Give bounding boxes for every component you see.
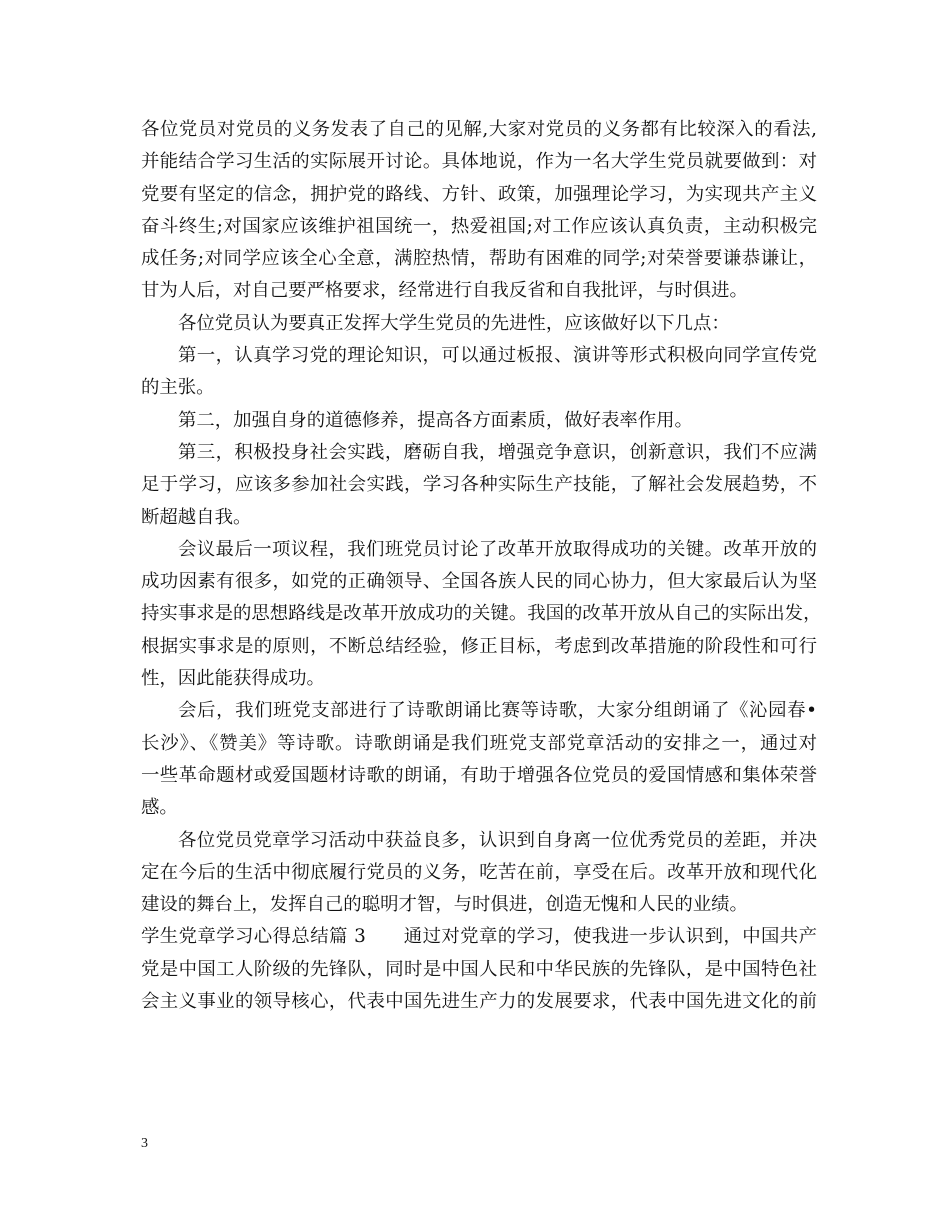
text-line: 的主张。	[141, 377, 215, 399]
text-line: 学生党章学习心得总结篇 3 通过对党章的学习，使我进一步认识到，中国共产	[141, 926, 817, 948]
text-line: 党是中国工人阶级的先锋队，同时是中国人民和中华民族的先锋队，是中国特色社	[141, 958, 817, 980]
document-body	[141, 114, 822, 1018]
text-line: 甘为人后，对自己要严格要求，经常进行自我反省和自我批评，与时俱进。	[141, 280, 748, 302]
text-line: 会议最后一项议程，我们班党员讨论了改革开放取得成功的关键。改革开放的	[178, 538, 817, 560]
text-line: 第二，加强自身的道德修养，提高各方面素质，做好表率作用。	[178, 409, 693, 431]
text-line: 并能结合学习生活的实际展开讨论。具体地说，作为一名大学生党员就要做到：对	[141, 151, 817, 173]
text-line: 感。	[141, 797, 178, 819]
text-line: 第一，认真学习党的理论知识，可以通过板报、演讲等形式积极向同学宣传党	[178, 345, 817, 367]
text-line: 长沙》、《赞美》等诗歌。诗歌朗诵是我们班党支部党章活动的安排之一，通过对	[141, 732, 817, 754]
text-line: 会后，我们班党支部进行了诗歌朗诵比赛等诗歌，大家分组朗诵了《沁园春•	[178, 700, 817, 722]
page-number: 3	[141, 1136, 148, 1151]
text-line: 奋斗终生;对国家应该维护祖国统一，热爱祖国;对工作应该认真负责，主动积极完	[141, 215, 817, 237]
text-line: 党要有坚定的信念，拥护党的路线、方针、政策，加强理论学习，为实现共产主义	[141, 183, 817, 205]
text-line: 第三，积极投身社会实践，磨砺自我，增强竞争意识，创新意识，我们不应满	[178, 441, 817, 463]
text-line: 一些革命题材或爱国题材诗歌的朗诵，有助于增强各位党员的爱国情感和集体荣誉	[141, 764, 817, 786]
text-line: 成功因素有很多，如党的正确领导、全国各族人民的同心协力，但大家最后认为坚	[141, 571, 817, 593]
text-line: 足于学习，应该多参加社会实践，学习各种实际生产技能，了解社会发展趋势，不	[141, 474, 817, 496]
text-line: 成任务;对同学应该全心全意，满腔热情，帮助有困难的同学;对荣誉要谦恭谦让，	[141, 248, 817, 270]
text-line: 根据实事求是的原则，不断总结经验，修正目标，考虑到改革措施的阶段性和可行	[141, 635, 817, 657]
text-line: 性，因此能获得成功。	[141, 668, 325, 690]
text-line: 各位党员党章学习活动中获益良多，认识到自身离一位优秀党员的差距，并决	[178, 829, 817, 851]
text-line: 各位党员认为要真正发挥大学生党员的先进性，应该做好以下几点：	[178, 312, 730, 334]
text-line: 持实事求是的思想路线是改革开放成功的关键。我国的改革开放从自己的实际出发，	[141, 603, 822, 625]
text-line: 断超越自我。	[141, 506, 252, 528]
text-line: 各位党员对党员的义务发表了自己的见解,大家对党员的义务都有比较深入的看法,	[141, 119, 817, 140]
text-line: 建设的舞台上，发挥自己的聪明才智，与时俱进，创造无愧和人民的业绩。	[141, 894, 748, 916]
text-line: 定在今后的生活中彻底履行党员的义务，吃苦在前，享受在后。改革开放和现代化	[141, 861, 817, 883]
text-line: 会主义事业的领导核心，代表中国先进生产力的发展要求，代表中国先进文化的前	[141, 991, 817, 1013]
